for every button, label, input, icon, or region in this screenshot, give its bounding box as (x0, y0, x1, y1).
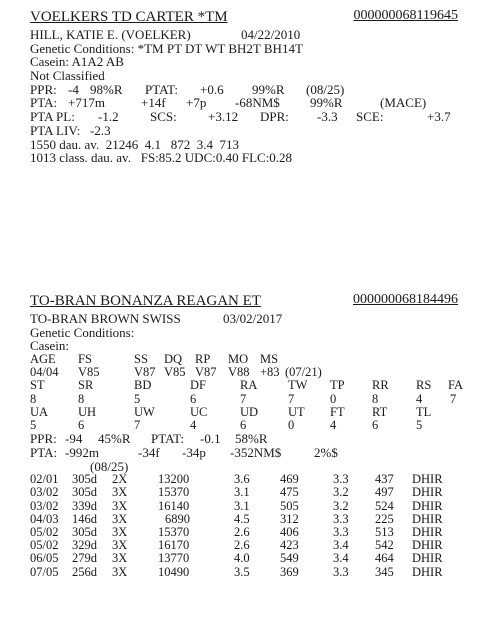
pta-liv-line (30, 124, 460, 138)
record-header (30, 292, 460, 312)
lactation-days: 256d (72, 564, 97, 579)
lactation-days: 305d (72, 485, 97, 500)
table-row (30, 500, 460, 513)
class-header: MO (228, 352, 249, 367)
class-header: DQ (164, 352, 183, 367)
protein-percent: 3.4 (333, 551, 349, 566)
ptat-value: -0.1 (200, 431, 221, 447)
ppr-value: -4 (68, 81, 79, 97)
class-header: AGE (30, 352, 56, 367)
trait-value: 4 (330, 418, 337, 432)
trait-header: UC (190, 404, 208, 419)
protein-lbs: 437 (375, 472, 394, 487)
ppr-value: -94 (65, 431, 83, 447)
class-header: FS (78, 352, 92, 367)
protein-percent: 3.3 (333, 472, 349, 487)
protein-lbs: 497 (375, 485, 394, 500)
ptat-reliability: 99%R (252, 81, 285, 97)
trait-header: UA (30, 404, 49, 419)
trait-header: ST (30, 378, 45, 393)
ppr-reliability: 45%R (98, 431, 131, 447)
sce-label: SCE: (356, 109, 384, 125)
sire-record-1 (30, 8, 460, 165)
pta-net-merit: -352NM$ (230, 444, 282, 460)
trait-header: UW (134, 404, 155, 419)
milkings-per-day: 3X (112, 525, 128, 539)
pta-liv-value: -2.3 (90, 122, 111, 138)
lactation-days: 279d (72, 551, 97, 566)
fat-percent: 3.1 (234, 498, 250, 513)
milkings-per-day: 3X (112, 498, 128, 513)
pta-label: PTA: (30, 444, 58, 460)
trait-value: 7 (450, 391, 457, 406)
trait-header: DF (190, 378, 206, 393)
fat-percent: 4.0 (234, 551, 250, 566)
lactation-age: 03/02 (30, 498, 59, 513)
table-row (30, 566, 460, 579)
sire-record-2 (30, 292, 464, 579)
trait-value: 0 (330, 391, 337, 406)
dpr-label: DPR: (260, 109, 289, 125)
fat-percent: 3.6 (234, 472, 250, 487)
trait-header: TP (330, 378, 345, 393)
record-header (30, 8, 460, 28)
milk-lbs: 15370 (158, 485, 190, 500)
class-value: V85 (164, 365, 186, 380)
fat-lbs: 312 (280, 511, 299, 526)
trait-value: 5 (134, 391, 141, 406)
pta-net-merit: -68NM$ (235, 95, 280, 111)
lactation-age: 05/02 (30, 538, 59, 553)
protein-lbs: 225 (375, 511, 394, 526)
class-date: (07/21) (285, 365, 322, 380)
fat-percent: 3.1 (234, 485, 250, 500)
protein-percent: 3.4 (333, 538, 349, 553)
milk-lbs: 16140 (158, 498, 190, 513)
trait-value: 7 (134, 418, 141, 432)
ppr-reliability: 98%R (90, 81, 123, 97)
birth-date: 04/22/2010 (241, 27, 301, 42)
registration-id: 000000068184496 (353, 292, 458, 307)
milkings-per-day: 3X (112, 485, 128, 500)
protein-lbs: 542 (375, 538, 394, 553)
trait-header: FT (330, 404, 345, 419)
pta-source: (MACE) (380, 95, 427, 111)
lactation-table (30, 473, 460, 579)
class-value: 04/04 (30, 365, 59, 380)
trait-header: UH (78, 404, 97, 419)
class-value: V88 (228, 365, 250, 380)
scs-value: +3.12 (208, 109, 239, 125)
pta-protein: +7p (186, 95, 207, 111)
trait-header: TL (416, 404, 432, 419)
protein-lbs: 524 (375, 498, 394, 513)
fat-lbs: 505 (280, 498, 299, 513)
class-header: MS (260, 352, 279, 367)
ptat-label: PTAT: (151, 431, 184, 447)
casein-line: Casein: A1A2 AB (30, 54, 124, 70)
pta-liv-label: PTA LIV: (30, 122, 81, 138)
class-header: SS (134, 352, 148, 367)
trait-value: 4 (416, 391, 423, 406)
fat-lbs: 423 (280, 538, 299, 553)
pta-label: PTA: (30, 95, 58, 111)
milkings-per-day: 3X (112, 564, 128, 579)
milk-lbs: 15370 (158, 525, 190, 539)
genetic-conditions: Genetic Conditions: (30, 324, 135, 340)
milk-lbs: 13770 (158, 551, 190, 566)
birth-date: 03/02/2017 (223, 311, 283, 326)
record-source: DHIR (412, 525, 443, 539)
genetic-conditions: Genetic Conditions: *TM PT DT WT BH2T BH14T (30, 40, 303, 56)
fat-percent: 3.5 (234, 564, 250, 579)
class-value: V87 (195, 365, 217, 380)
milkings-per-day: 2X (112, 472, 128, 487)
pta-line (30, 446, 460, 460)
record-source: DHIR (412, 551, 443, 566)
lactation-age: 06/05 (30, 551, 59, 566)
lactation-days: 329d (72, 538, 97, 553)
record-source: DHIR (412, 485, 443, 500)
protein-percent: 3.2 (333, 485, 349, 500)
milk-lbs: 6890 (165, 511, 190, 526)
fat-lbs: 475 (280, 485, 299, 500)
trait-value: 6 (240, 418, 247, 432)
table-row (30, 486, 460, 499)
protein-percent: 3.3 (333, 511, 349, 526)
trait-value: 8 (78, 391, 85, 406)
class-value: V87 (134, 365, 156, 380)
trait-header: RA (240, 378, 258, 393)
record-source: DHIR (412, 472, 443, 487)
trait-header: UT (288, 404, 305, 419)
fat-percent: 4.5 (234, 511, 250, 526)
pta-reliability: 99%R (310, 95, 343, 111)
sire-name: VOELKERS TD CARTER *TM (30, 9, 228, 25)
trait-header: RT (372, 404, 388, 419)
class-header: RP (195, 352, 211, 367)
pta-reliability: 2%$ (314, 444, 338, 460)
pta-date-line (30, 460, 460, 474)
trait-value: 6 (190, 391, 197, 406)
ppr-line (30, 432, 460, 446)
protein-lbs: 464 (375, 551, 394, 566)
lactation-age: 05/02 (30, 525, 59, 539)
daughter-averages: 1550 dau. av. 21246 4.1 872 3.4 713 (30, 136, 239, 152)
protein-percent: 3.3 (333, 564, 349, 579)
milk-lbs: 16170 (158, 538, 190, 553)
fat-lbs: 369 (280, 564, 299, 579)
trait-value: 7 (288, 391, 295, 406)
trait-value: 0 (288, 418, 295, 432)
dam-name: TO-BRAN BROWN SWISS (30, 311, 181, 326)
pta-fat: -34f (138, 444, 160, 460)
ptat-reliability: 58%R (235, 431, 268, 447)
milkings-per-day: 3X (112, 538, 128, 553)
protein-lbs: 345 (375, 564, 394, 579)
protein-percent: 3.3 (333, 525, 349, 539)
record-source: DHIR (412, 564, 443, 579)
dam-line (30, 28, 460, 42)
milk-lbs: 10490 (158, 564, 190, 579)
pta-milk: +717m (68, 95, 105, 111)
lactation-age: 03/02 (30, 485, 59, 500)
lactation-days: 339d (72, 498, 97, 513)
trait-value: 7 (240, 391, 247, 406)
scs-label: SCS: (150, 109, 177, 125)
dam-line (30, 312, 460, 326)
trait-value: 5 (30, 418, 37, 432)
sire-name: TO-BRAN BONANZA REAGAN ET (30, 293, 261, 309)
record-source: DHIR (412, 511, 443, 526)
pta-date: (08/25) (90, 458, 129, 474)
trait-value: 6 (78, 418, 85, 432)
milkings-per-day: 3X (112, 511, 128, 526)
lactation-days: 146d (72, 511, 97, 526)
protein-lbs: 513 (375, 525, 394, 539)
trait-value: 8 (372, 391, 379, 406)
pta-milk: -992m (65, 444, 99, 460)
ppr-line (30, 83, 460, 97)
ppr-label: PPR: (30, 81, 57, 97)
pta-line (30, 96, 460, 110)
fat-lbs: 406 (280, 525, 299, 539)
trait-header: UD (240, 404, 259, 419)
trait-header-row-1 (30, 378, 464, 393)
trait-value-row-1 (30, 393, 460, 406)
record-source: DHIR (412, 498, 443, 513)
lactation-age: 07/05 (30, 564, 59, 579)
registration-id: 000000068119645 (353, 8, 458, 23)
trait-value: 4 (190, 418, 197, 432)
lactation-days: 305d (72, 472, 97, 487)
milk-lbs: 13200 (158, 472, 190, 487)
trait-value: 6 (372, 418, 379, 432)
trait-header: FA (448, 378, 464, 393)
dam-name: HILL, KATIE E. (VOELKER) (30, 27, 191, 42)
lactation-age: 02/01 (30, 472, 59, 487)
trait-header: TW (288, 378, 308, 393)
trait-header: RS (416, 378, 432, 393)
ptat-label: PTAT: (145, 81, 178, 97)
sce-value: +3.7 (427, 109, 451, 125)
ppr-label: PPR: (30, 431, 57, 447)
milkings-per-day: 3X (112, 551, 128, 566)
ppr-date: (08/25) (306, 81, 345, 97)
dpr-value: -3.3 (317, 109, 338, 125)
trait-value: 5 (416, 418, 423, 432)
classified-daughter-averages: 1013 class. dau. av. FS:85.2 UDC:0.40 FLC:0.28 (30, 150, 293, 166)
lactation-age: 04/03 (30, 511, 59, 526)
classification-status: Not Classified (30, 68, 105, 84)
fat-percent: 2.6 (234, 525, 250, 539)
protein-percent: 3.2 (333, 498, 349, 513)
fat-lbs: 469 (280, 472, 299, 487)
record-source: DHIR (412, 538, 443, 553)
pta-fat: +14f (141, 95, 166, 111)
trait-header: RR (372, 378, 389, 393)
class-value: +83 (260, 365, 280, 380)
casein-line: Casein: (30, 338, 69, 354)
ptat-value: +0.6 (200, 81, 224, 97)
pta-protein: -34p (182, 444, 206, 460)
trait-value: 8 (30, 391, 37, 406)
pta-pl-line (30, 110, 460, 124)
pta-pl-value: -1.2 (98, 109, 119, 125)
trait-header: BD (134, 378, 152, 393)
table-row (30, 552, 460, 565)
class-value: V85 (78, 365, 100, 380)
trait-header: SR (78, 378, 94, 393)
fat-lbs: 549 (280, 551, 299, 566)
pta-pl-label: PTA PL: (30, 109, 75, 125)
lactation-days: 305d (72, 525, 97, 539)
fat-percent: 2.6 (234, 538, 250, 553)
